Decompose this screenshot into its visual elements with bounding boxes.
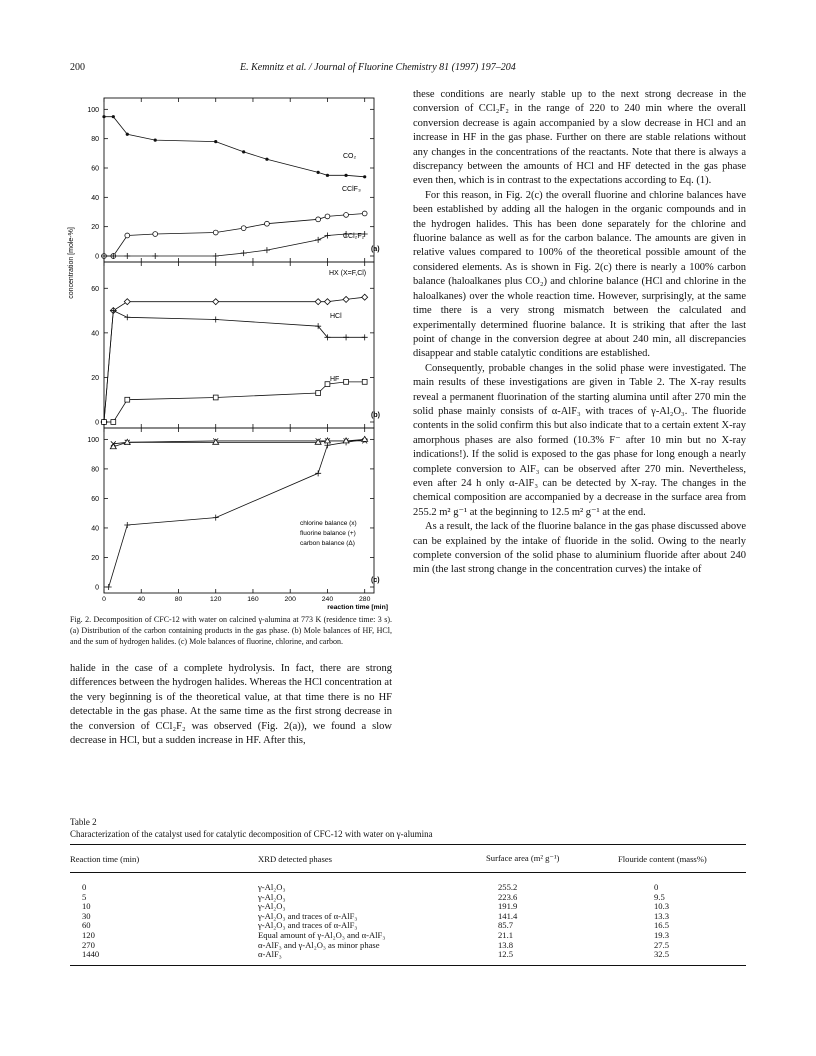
x-tick-label: 240 bbox=[321, 596, 334, 603]
data-point bbox=[106, 584, 112, 590]
data-point bbox=[124, 522, 130, 528]
data-point bbox=[213, 439, 219, 444]
data-point bbox=[152, 253, 158, 259]
y-tick-label: 0 bbox=[95, 584, 99, 592]
y-tick-label: 40 bbox=[91, 194, 99, 202]
y-tick-label: 40 bbox=[91, 330, 99, 338]
cell-phases: γ-Al₂O₃ bbox=[258, 882, 286, 892]
label-ccl2f2: CCl₂F₂ bbox=[343, 233, 365, 240]
series-line bbox=[104, 382, 365, 422]
label-cclf3: CClF₃ bbox=[342, 186, 361, 193]
data-point bbox=[325, 382, 330, 387]
table-row bbox=[70, 941, 746, 951]
label-hf: HF bbox=[330, 376, 340, 383]
y-tick-label: 100 bbox=[87, 106, 99, 114]
table-caption bbox=[70, 816, 433, 840]
cell-phases: γ-Al₂O₃ and traces of α-AlF₃ bbox=[258, 910, 358, 921]
data-point bbox=[264, 247, 270, 253]
table-row bbox=[70, 921, 746, 931]
data-point bbox=[242, 150, 245, 153]
data-point bbox=[126, 133, 129, 136]
figure-caption: Fig. 2. Decomposition of CFC-12 with water on calcined γ-alumina at 773 K (residence time: 3 s). (a) Distribution of the carbon containing products in the gas phase. (b) Mole balances of HF, HCl, and the sum of hydrogen halides. (c) Mole balances of fluorine, chlorine, and carbon. bbox=[70, 615, 392, 646]
cell-surface: 12.5 bbox=[486, 950, 618, 965]
col-header-xrd: XRD detected phases bbox=[258, 845, 486, 873]
col-header-surface: Surface area (m² g⁻¹) bbox=[486, 845, 618, 873]
data-point bbox=[326, 174, 329, 177]
y-tick-label: 0 bbox=[95, 253, 99, 261]
x-tick-label: 80 bbox=[174, 596, 183, 603]
right-paragraph: these conditions are nearly stable up to the next strong decrease in the conversion of CCl₂F₂ in the range of 220 to 240 min where the overall conversion decrease is again accompanied by a slow decrease in HCl and an increase in HF in the gas phase. Further on there are stable relations without any changes in the concentrations of the reactants. Note that there is always a discrepancy between the amounts of HCl and HF detected in the gas phase even then, which is in contrast to the expectations according to Eq. (1). bbox=[413, 89, 746, 187]
cell-phases: γ-Al₂O₃ bbox=[258, 891, 286, 902]
y-tick-label: 60 bbox=[91, 495, 99, 503]
x-tick-label: 120 bbox=[210, 596, 222, 603]
data-point bbox=[265, 158, 268, 161]
cell-phases: α-AlF₃ and γ-Al₂O₃ as minor phase bbox=[258, 939, 380, 950]
cell-time: 60 bbox=[82, 920, 91, 931]
data-point bbox=[124, 253, 130, 259]
table-row bbox=[70, 902, 746, 912]
data-point bbox=[125, 397, 130, 402]
panel-frame bbox=[104, 98, 374, 262]
data-point bbox=[110, 253, 116, 259]
data-point bbox=[213, 299, 219, 305]
y-tick-label: 40 bbox=[91, 525, 99, 533]
data-point bbox=[213, 395, 218, 400]
x-tick-label: 0 bbox=[102, 596, 106, 603]
label-hx: HX (X=F,Cl) bbox=[329, 270, 367, 277]
cell-surface: 223.6 bbox=[498, 891, 518, 902]
right-column bbox=[413, 88, 746, 578]
y-tick-label: 20 bbox=[91, 554, 99, 562]
cell-fluoride: 10.3 bbox=[654, 901, 670, 912]
data-point bbox=[153, 232, 158, 237]
cell-time: 5 bbox=[82, 891, 87, 902]
cell-fluoride: 0 bbox=[654, 882, 659, 892]
x-tick-label: 40 bbox=[137, 596, 146, 603]
data-point bbox=[344, 213, 349, 218]
data-point bbox=[362, 294, 368, 300]
data-point bbox=[214, 140, 217, 143]
panel-c-tag: (c) bbox=[371, 577, 380, 584]
page-number: 200 bbox=[70, 62, 85, 73]
series-line bbox=[104, 234, 365, 256]
data-point bbox=[362, 379, 367, 384]
cell-surface: 141.4 bbox=[498, 910, 518, 921]
y-axis-label: concentration [mole-%] bbox=[68, 227, 75, 299]
left-column bbox=[70, 662, 392, 748]
cell-fluoride: 32.5 bbox=[618, 950, 746, 965]
cell-time: 120 bbox=[82, 929, 95, 940]
right-paragraph: As a result, the lack of the fluorine balance in the gas phase discussed above can be explained by the intake of fluoride in the solid. Owing to the nearly complete conversion of the solid phase to aluminium fluoride after about 240 min (the last strong change in the concentration curves) the intake of bbox=[413, 521, 746, 576]
table-row bbox=[70, 912, 746, 922]
legend-chlorine: chlorine balance (x) bbox=[300, 520, 357, 527]
y-tick-label: 20 bbox=[91, 224, 99, 232]
panel-frame bbox=[104, 262, 374, 428]
x-axis-label: reaction time [min] bbox=[327, 604, 388, 611]
cell-surface: 85.7 bbox=[498, 920, 514, 931]
cell-phases: Equal amount of γ-Al₂O₃ and α-AlF₃ bbox=[258, 929, 386, 940]
label-hcl: HCl bbox=[330, 313, 342, 320]
cell-time: 10 bbox=[82, 901, 91, 912]
cell-fluoride: 27.5 bbox=[654, 939, 670, 950]
data-point bbox=[241, 226, 246, 231]
data-point bbox=[315, 470, 321, 476]
data-point bbox=[111, 420, 116, 425]
data-point bbox=[124, 314, 130, 320]
data-point bbox=[315, 299, 321, 305]
table-row bbox=[70, 931, 746, 941]
data-point bbox=[213, 515, 219, 521]
cell-surface: 191.9 bbox=[498, 901, 518, 912]
cell-time: 1440 bbox=[70, 950, 258, 965]
panel-b-tag: (b) bbox=[371, 412, 380, 419]
table-2 bbox=[70, 844, 746, 966]
data-point bbox=[213, 316, 219, 322]
right-paragraph: For this reason, in Fig. 2(c) the overall fluorine and chlorine balances have been established by adding all the halogen in the organic compounds and in the hydrogen halides. This has been done separately for the chlorine and fluorine balance as well as for the carbon balance. The amounts are given in relative values compared to 100% of the theoretical possible amount of the considered elements. As is shown in Fig. 2(c) there is nearly a 100% carbon balance (haloalkanes plus CO₂) and chlorine balance (HCl and chlorine in the haloalkanes) over the whole reaction time. However, surprisingly, at the same time there is a very strong mismatch between the calculated and experimentally determined fluorine balance. It is striking that after the last point of change in the conversion degree at about 240 min, all discrepancies disappear and stable catalytic conditions are established. bbox=[413, 189, 746, 360]
data-point bbox=[324, 299, 330, 305]
figure-2 bbox=[62, 88, 392, 613]
cell-surface: 255.2 bbox=[498, 882, 518, 892]
y-tick-label: 0 bbox=[95, 419, 99, 427]
table-label: Table 2 bbox=[70, 817, 97, 827]
data-point bbox=[241, 250, 247, 256]
data-point bbox=[154, 139, 157, 142]
table-row bbox=[70, 893, 746, 903]
series-line bbox=[104, 297, 365, 422]
series-line bbox=[104, 311, 365, 422]
panel-a-tag: (a) bbox=[371, 246, 380, 253]
data-point bbox=[265, 221, 270, 226]
table-row bbox=[70, 950, 746, 965]
cell-surface: 21.1 bbox=[498, 929, 514, 940]
col-header-fluoride: Flouride content (mass%) bbox=[618, 845, 746, 873]
label-co2: CO₂ bbox=[343, 153, 357, 160]
series-line bbox=[104, 117, 365, 177]
panel-frame bbox=[104, 428, 374, 593]
cell-fluoride: 9.5 bbox=[654, 891, 665, 902]
left-paragraph: halide in the case of a complete hydrolysis. In fact, there are strong differences between the hydrogen halides. Whereas the HCl concentration at the very beginning is of the theoretical value, at that time there is no HF detectable in the gas phase. At the same time as the first strong decrease in the conversion of CCl₂F₂ was observed (Fig. 2(a)), we found a slow decrease in HCl, but a sudden increase in HF. After this, bbox=[70, 663, 392, 747]
right-paragraph: Consequently, probable changes in the solid phase were investigated. The main results of these investigations are given in Table 2. The X-ray results reveal a permanent fluorination of the starting alumina until after 270 min the solid phase mainly consists of α-AlF₃ with traces of γ-Al₂O₃. The fluoride contents in the solid confirm this but also indicate that to a certain extent X-ray amorphous phases are also formed (10.3% F⁻ after 10 min but no X-ray indications!). If the solid is exposed to the gas phase for long enough a nearly complete conversion to AlF₃ can be observed after 270 min. Nevertheless, even after 24 h only α-AlF₃ can be detected by X-ray. The changes in the chemical composition are accompanied by a decrease in the surface area from 255.2 m² g⁻¹ at the beginning to 12.5 m² g⁻¹ at the end. bbox=[413, 362, 746, 518]
cell-time: 270 bbox=[82, 939, 95, 950]
series-line bbox=[109, 439, 365, 587]
table-title: Characterization of the catalyst used for catalytic decomposition of CFC-12 with water on γ-alumina bbox=[70, 829, 433, 839]
col-header-time: Reaction time (min) bbox=[70, 845, 258, 873]
y-tick-label: 20 bbox=[91, 374, 99, 382]
data-point bbox=[316, 217, 321, 222]
x-tick-label: 160 bbox=[247, 596, 259, 603]
data-point bbox=[213, 253, 219, 259]
data-point bbox=[343, 334, 349, 340]
y-tick-label: 80 bbox=[91, 466, 99, 474]
cell-phases: γ-Al₂O₃ and traces of α-AlF₃ bbox=[258, 920, 358, 931]
data-point bbox=[362, 334, 368, 340]
data-point bbox=[344, 174, 347, 177]
data-point bbox=[110, 308, 116, 314]
cell-fluoride: 19.3 bbox=[654, 929, 670, 940]
data-point bbox=[316, 391, 321, 396]
data-point bbox=[102, 115, 105, 118]
cell-time: 30 bbox=[82, 910, 91, 921]
cell-time: 0 bbox=[82, 882, 87, 892]
cell-phases: γ-Al₂O₃ bbox=[258, 901, 286, 912]
data-point bbox=[213, 230, 218, 235]
data-point bbox=[325, 214, 330, 219]
data-point bbox=[112, 115, 115, 118]
y-tick-label: 60 bbox=[91, 165, 99, 173]
data-point bbox=[102, 420, 107, 425]
cell-phases: α-AlF₃ bbox=[258, 950, 486, 965]
series-line bbox=[104, 214, 365, 257]
cell-surface: 13.8 bbox=[498, 939, 514, 950]
data-point bbox=[101, 253, 107, 259]
legend-carbon: carbon balance (Δ) bbox=[300, 540, 355, 547]
data-point bbox=[343, 296, 349, 302]
data-point bbox=[344, 379, 349, 384]
running-title: E. Kemnitz et al. / Journal of Fluorine Chemistry 81 (1997) 197–204 bbox=[240, 62, 516, 73]
legend-fluorine: fluorine balance (+) bbox=[300, 530, 356, 537]
y-tick-label: 100 bbox=[87, 436, 99, 444]
cell-fluoride: 13.3 bbox=[654, 910, 670, 921]
data-point bbox=[324, 232, 330, 238]
data-point bbox=[363, 175, 366, 178]
data-point bbox=[315, 237, 321, 243]
y-tick-label: 80 bbox=[91, 136, 99, 144]
data-point bbox=[125, 233, 130, 238]
data-point bbox=[317, 171, 320, 174]
table-row bbox=[70, 873, 746, 893]
y-tick-label: 60 bbox=[91, 285, 99, 293]
data-point bbox=[362, 211, 367, 216]
data-point bbox=[124, 299, 130, 305]
x-tick-label: 200 bbox=[284, 596, 296, 603]
table-header-row bbox=[70, 845, 746, 873]
cell-fluoride: 16.5 bbox=[654, 920, 670, 931]
x-tick-label: 280 bbox=[359, 596, 371, 603]
